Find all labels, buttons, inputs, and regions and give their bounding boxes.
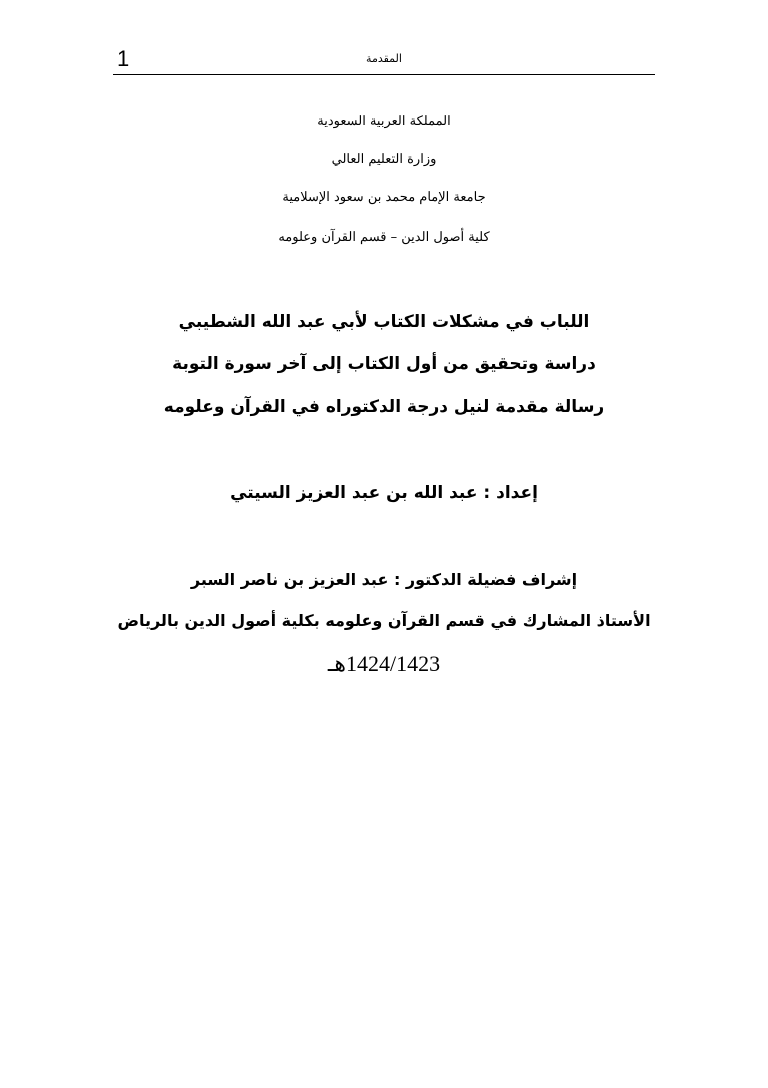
ministry-line: وزارة التعليم العالي bbox=[331, 152, 437, 167]
university-line: جامعة الإمام محمد بن سعود الإسلامية bbox=[282, 190, 486, 205]
supervisor-line: إشراف فضيلة الدكتور : عبد العزيز بن ناصر السبر bbox=[190, 570, 578, 589]
academic-year: 1424/1423هـ bbox=[327, 651, 441, 676]
thesis-degree: رسالة مقدمة لنيل درجة الدكتوراه في القرآن وعلومه bbox=[163, 397, 605, 417]
supervisor-title-line: الأستاذ المشارك في قسم القرآن وعلومه بكلية أصول الدين بالرياض bbox=[117, 611, 651, 630]
thesis-subtitle: دراسة وتحقيق من أول الكتاب إلى آخر سورة التوبة bbox=[172, 354, 596, 374]
running-title: المقدمة bbox=[366, 52, 402, 65]
page-header bbox=[113, 46, 655, 75]
country-line: المملكة العربية السعودية bbox=[317, 114, 451, 129]
page-number: 1 bbox=[117, 46, 130, 71]
thesis-title: اللباب في مشكلات الكتاب لأبي عبد الله الشطيبي bbox=[178, 312, 590, 332]
author-line: إعداد : عبد الله بن عبد العزيز السيتي bbox=[230, 483, 538, 503]
college-line: كلية أصول الدين – قسم القرآن وعلومه bbox=[278, 230, 490, 245]
